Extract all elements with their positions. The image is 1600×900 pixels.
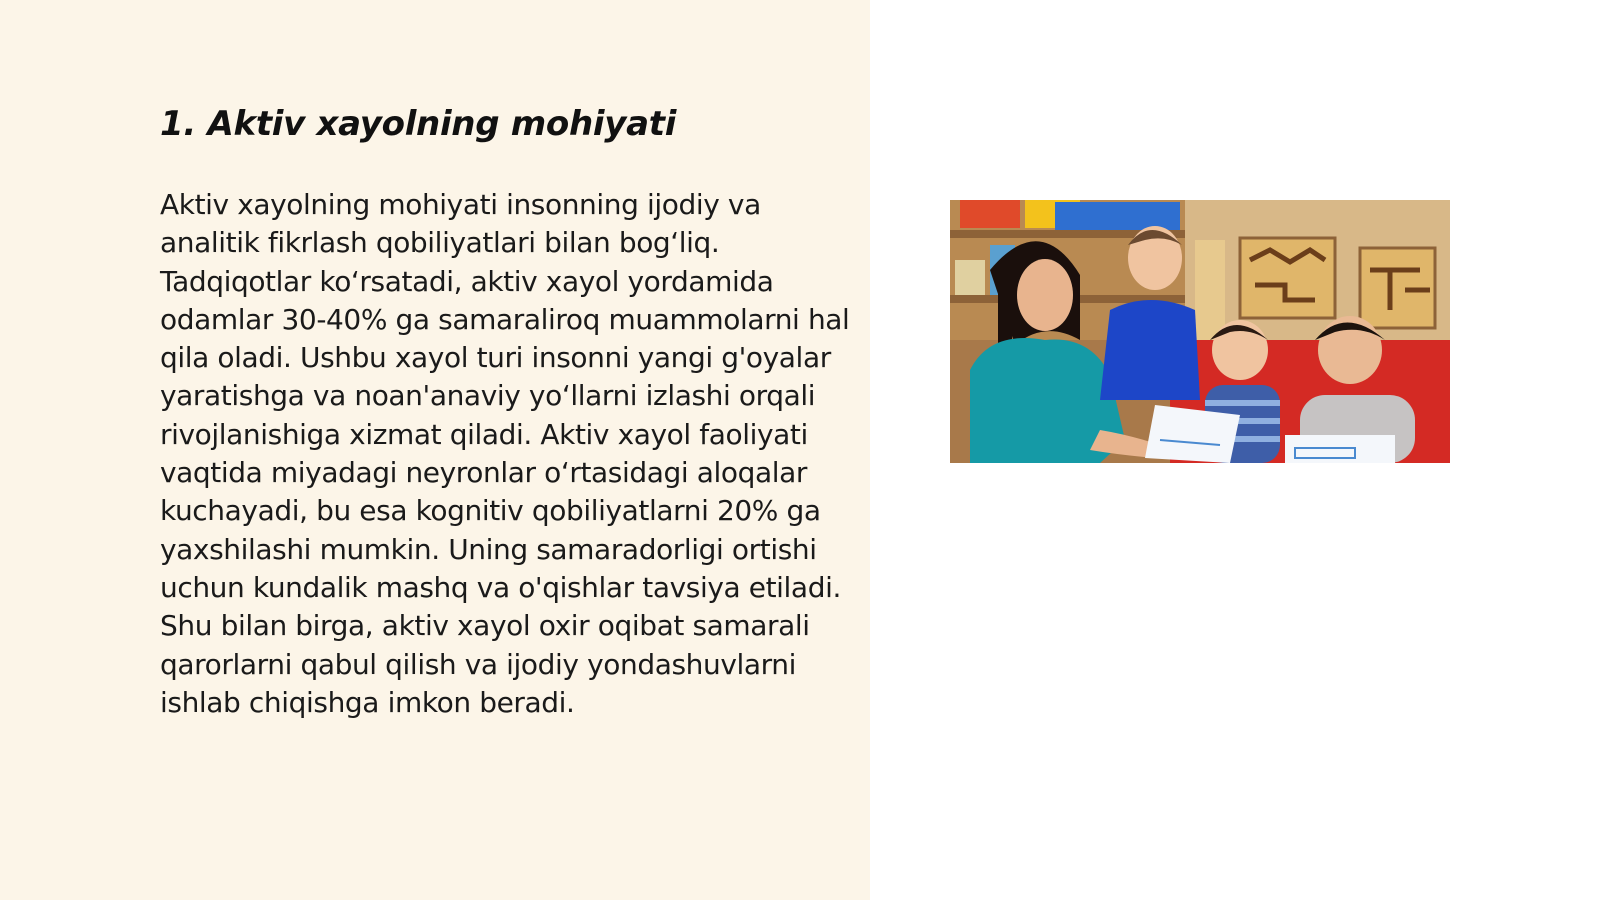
slide-body-text: Aktiv xayolning mohiyati insonning ijodiy va analitik fikrlash qobiliyatlari bilan bog‘liq. Tadqiqotlar ko‘rsatadi, aktiv xayol yordamida odamlar 30-40% ga samaraliroq muammolarni hal qila oladi. Ushbu xayol turi insonni yangi g'oyalar yaratishga va noan'anaviy yo‘llarni izlashi orqali rivojlanishiga xizmat qiladi. Aktiv xayol faoliyati vaqtida miyadagi neyronlar o‘rtasidagi aloqalar kuchayadi, bu esa kognitiv qobiliyatlarni 20% ga yaxshilashi mumkin. Uning samaradorligi ortishi uchun kundalik mashq va o'qishlar tavsiya etiladi. Shu bilan birga, aktiv xayol oxir oqibat samarali qarorlarni qabul qilish va ijodiy yondashuvlarni ishlab chiqishga imkon beradi. [160,188,850,719]
classroom-photo [950,200,1450,463]
slide-title: 1. Aktiv xayolning mohiyati [160,104,677,144]
